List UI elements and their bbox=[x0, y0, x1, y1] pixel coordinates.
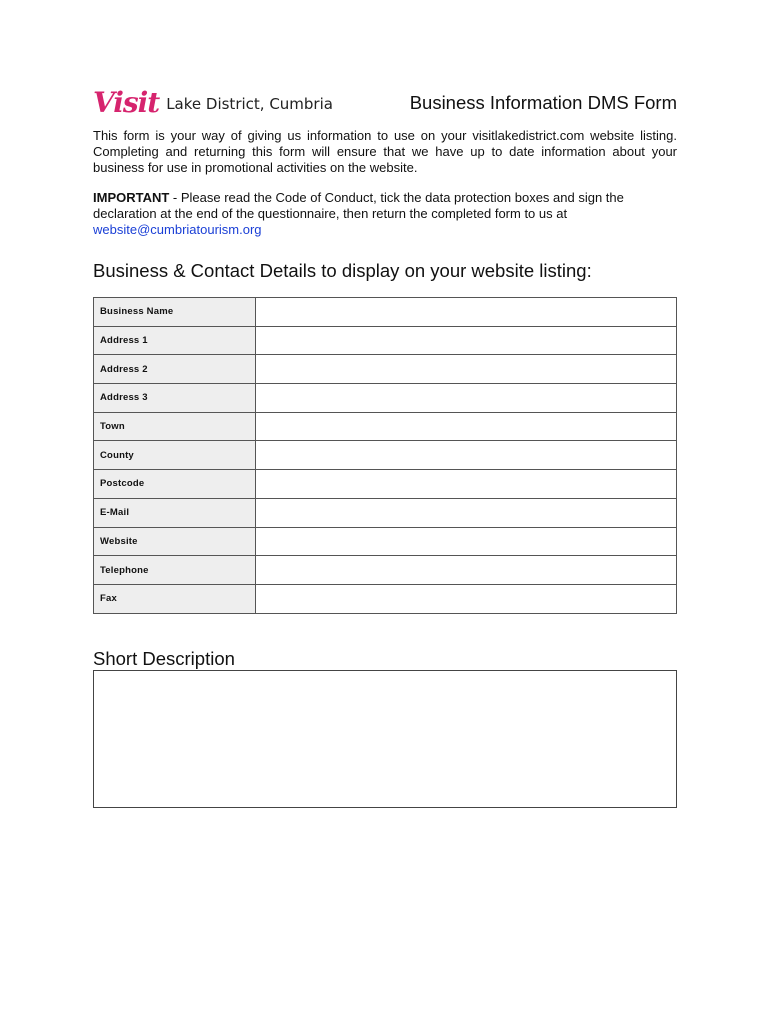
field-label: Website bbox=[94, 527, 256, 556]
table-row bbox=[94, 412, 677, 441]
table-row bbox=[94, 470, 677, 499]
field-input[interactable] bbox=[256, 441, 677, 470]
field-input[interactable] bbox=[256, 355, 677, 384]
description-heading: Short Description bbox=[93, 648, 235, 669]
header bbox=[93, 86, 677, 119]
field-label: Fax bbox=[94, 584, 256, 613]
email-link[interactable]: website@cumbriatourism.org bbox=[93, 222, 262, 237]
table-row bbox=[94, 355, 677, 384]
field-label: County bbox=[94, 441, 256, 470]
visit-lake-district-logo bbox=[93, 86, 333, 119]
table-row bbox=[94, 498, 677, 527]
field-input[interactable] bbox=[256, 584, 677, 613]
field-label: Business Name bbox=[94, 298, 256, 327]
field-input[interactable] bbox=[256, 298, 677, 327]
field-input[interactable] bbox=[256, 384, 677, 413]
table-row bbox=[94, 556, 677, 585]
field-label: Telephone bbox=[94, 556, 256, 585]
logo-script: Visit bbox=[93, 86, 160, 119]
table-row bbox=[94, 584, 677, 613]
form-title: Business Information DMS Form bbox=[409, 92, 677, 113]
field-input[interactable] bbox=[256, 470, 677, 499]
contact-details-table bbox=[93, 297, 677, 614]
important-text: - Please read the Code of Conduct, tick the data protection boxes and sign the declaration at the end of the questionnaire, then return the completed form to us at bbox=[93, 190, 624, 221]
field-label: E-Mail bbox=[94, 498, 256, 527]
field-input[interactable] bbox=[256, 326, 677, 355]
table-row bbox=[94, 326, 677, 355]
table-row bbox=[94, 527, 677, 556]
field-label: Postcode bbox=[94, 470, 256, 499]
field-label: Address 1 bbox=[94, 326, 256, 355]
important-label: IMPORTANT bbox=[93, 190, 170, 205]
field-input[interactable] bbox=[256, 556, 677, 585]
logo-place-name: Lake District, Cumbria bbox=[166, 94, 333, 113]
field-label: Address 2 bbox=[94, 355, 256, 384]
table-row bbox=[94, 441, 677, 470]
field-label: Town bbox=[94, 412, 256, 441]
table-row bbox=[94, 384, 677, 413]
field-input[interactable] bbox=[256, 412, 677, 441]
table-row bbox=[94, 298, 677, 327]
intro-paragraph: This form is your way of giving us information to use on your visitlakedistrict.com website listing. Completing and returning this form will ensure that we have up to date information about your business for use in promotional activities on the website. bbox=[93, 128, 677, 175]
short-description-field[interactable] bbox=[93, 670, 677, 808]
details-heading: Business & Contact Details to display on your website listing: bbox=[93, 260, 592, 281]
field-input[interactable] bbox=[256, 498, 677, 527]
field-label: Address 3 bbox=[94, 384, 256, 413]
important-paragraph bbox=[93, 190, 677, 238]
field-input[interactable] bbox=[256, 527, 677, 556]
